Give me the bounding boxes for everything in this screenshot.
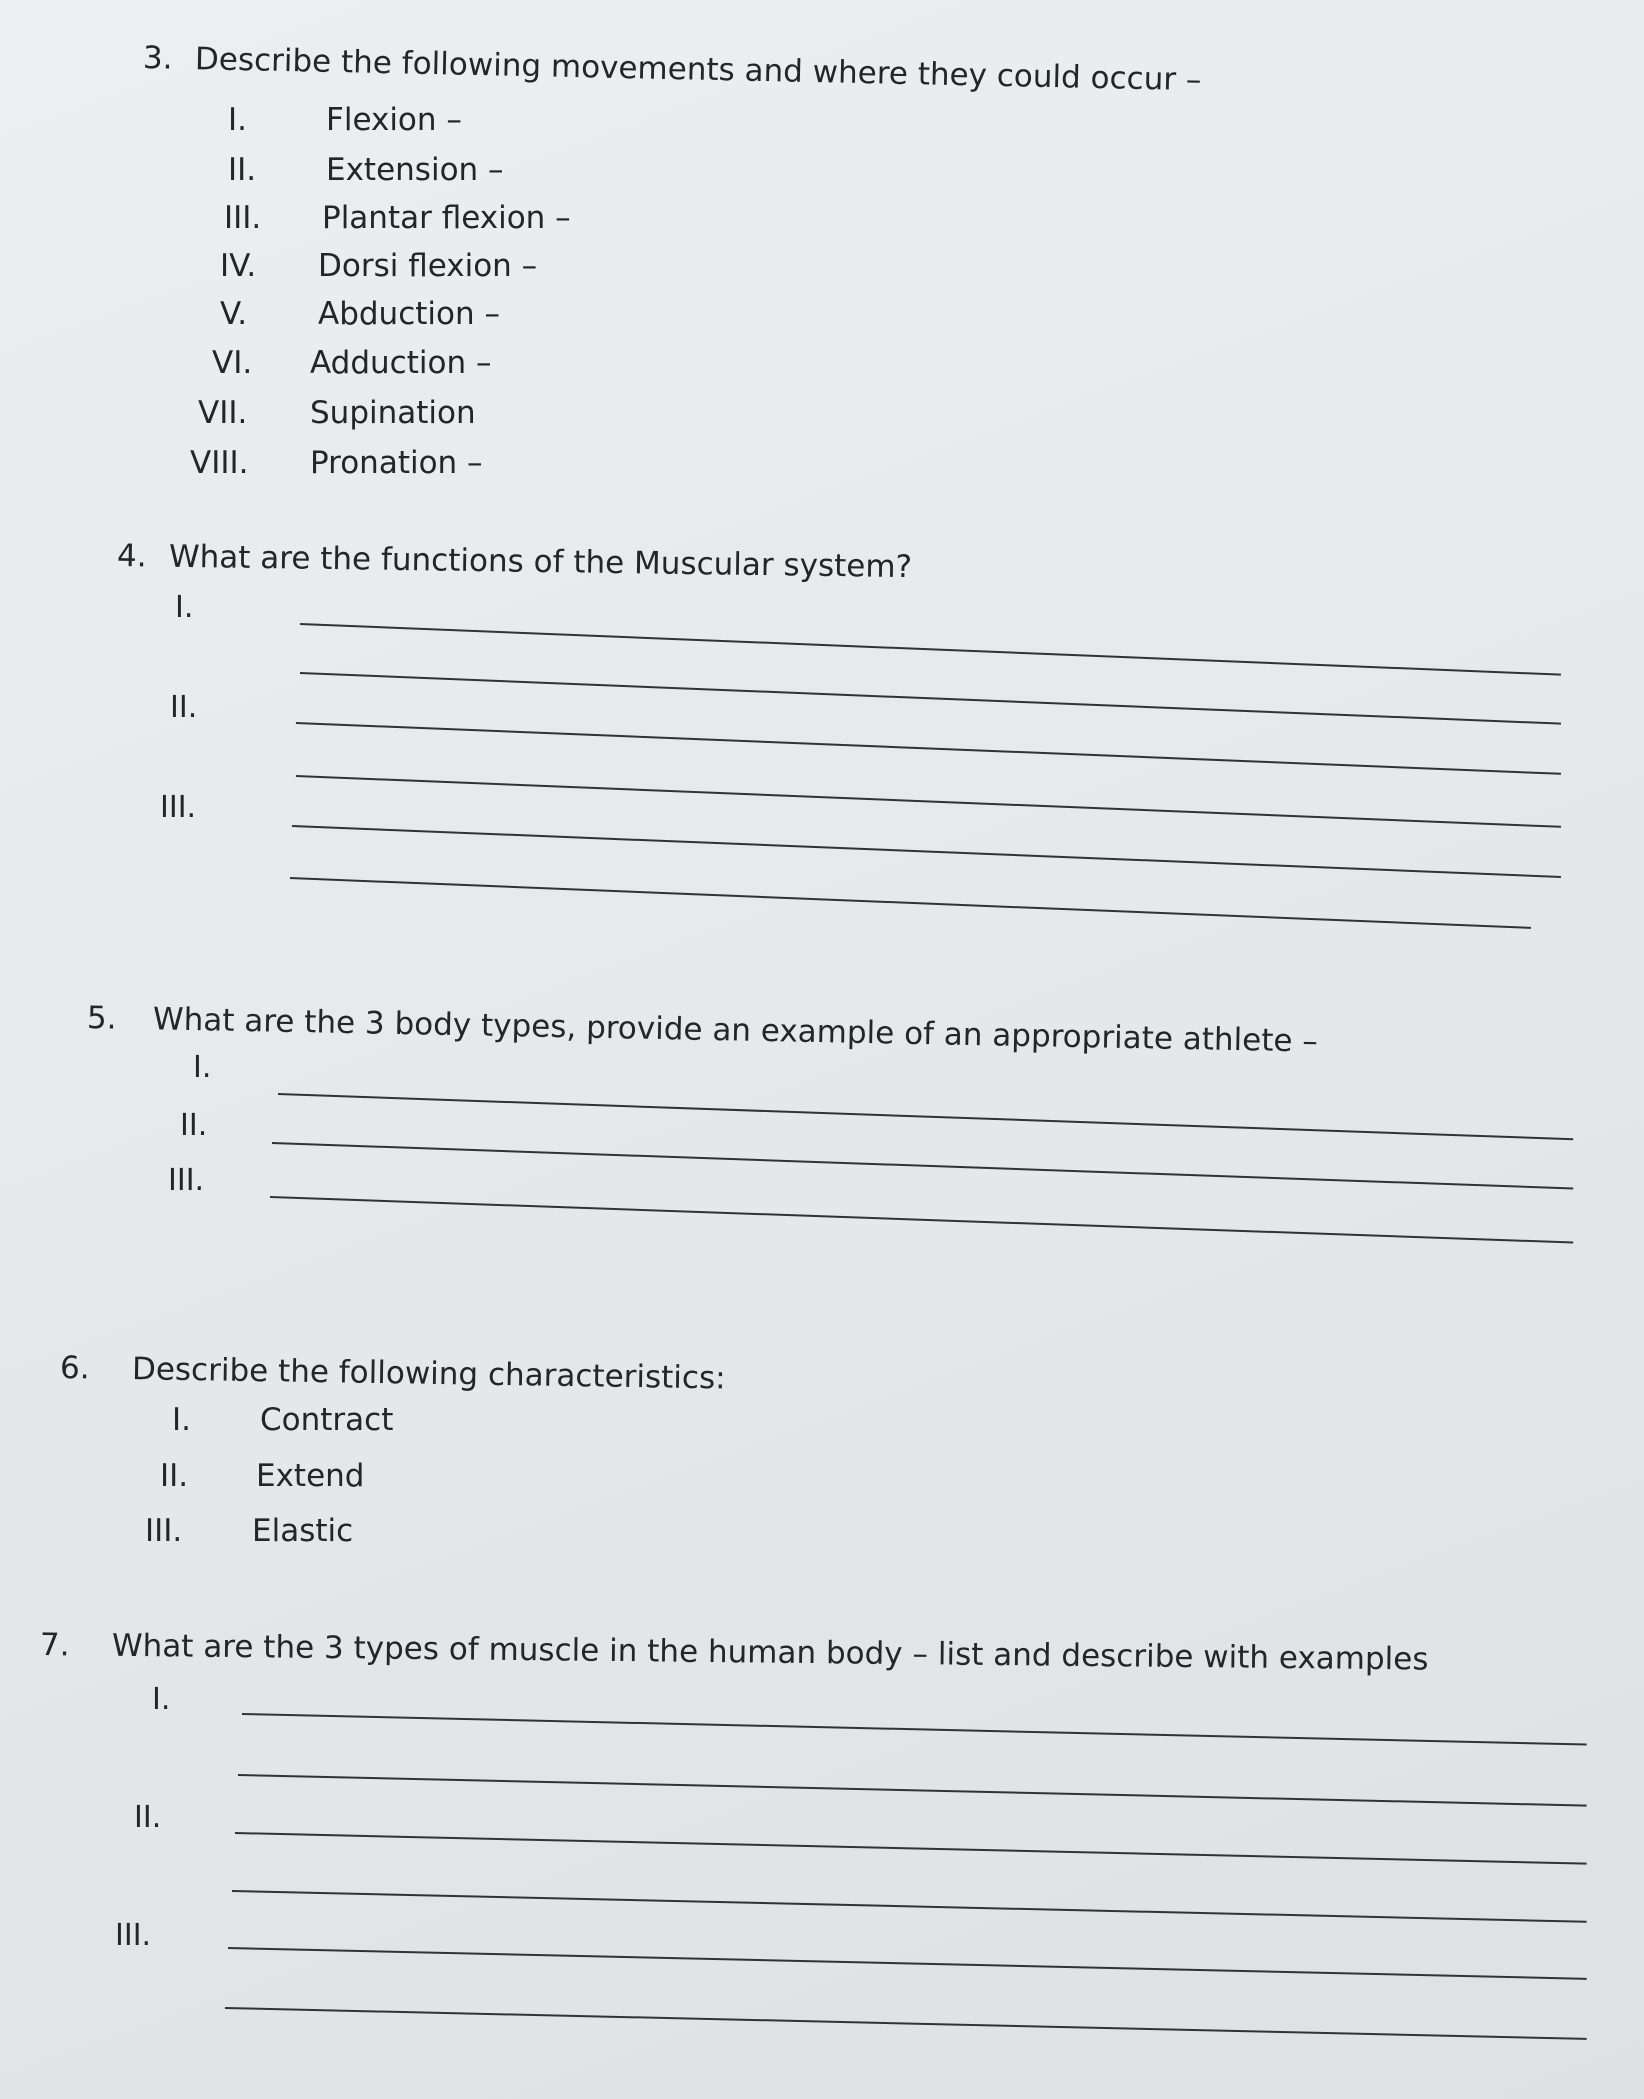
answer-line: [232, 1890, 1587, 1923]
roman-numeral: I.: [172, 1402, 191, 1438]
answer-label-1: I.: [193, 1050, 212, 1085]
item-text: Extension –: [326, 152, 504, 188]
movement-item-pronation: [190, 445, 483, 481]
answer-line: [296, 775, 1561, 828]
item-text: Pronation –: [310, 445, 483, 481]
item-text: Plantar flexion –: [322, 200, 571, 236]
answer-label-1: I.: [152, 1682, 171, 1717]
answer-label-3: III.: [115, 1918, 152, 1953]
roman-numeral: II.: [160, 1458, 189, 1494]
answer-line: [270, 1196, 1573, 1244]
answer-line: [300, 623, 1561, 676]
question-number: 6.: [59, 1350, 90, 1387]
question-number: 3.: [142, 40, 173, 77]
question-text: What are the 3 body types, provide an example of an appropriate athlete –: [152, 1001, 1319, 1060]
characteristic-item-contract: [172, 1402, 393, 1438]
question-4: [117, 538, 913, 585]
question-5: [87, 1000, 1319, 1060]
roman-numeral: V.: [220, 296, 248, 332]
answer-line: [235, 1832, 1587, 1865]
item-text: Supination: [310, 395, 476, 431]
roman-numeral: I.: [228, 102, 247, 138]
item-text: Flexion –: [326, 102, 462, 138]
answer-line: [225, 2007, 1587, 2040]
movement-item-supination: [198, 395, 476, 431]
answer-line: [300, 672, 1561, 725]
answer-label-3: III.: [160, 790, 197, 825]
answer-label-2: II.: [170, 690, 198, 725]
answer-line: [278, 1093, 1573, 1140]
answer-label-2: II.: [134, 1800, 162, 1835]
movement-item-abduction: [220, 296, 500, 332]
answer-label-1: I.: [175, 590, 194, 625]
question-7: [40, 1627, 1429, 1678]
item-text: Elastic: [252, 1513, 354, 1549]
question-number: 7.: [39, 1627, 70, 1664]
movement-item-dorsi-flexion: [220, 248, 537, 284]
characteristic-item-extend: [160, 1458, 365, 1494]
answer-line: [290, 877, 1531, 929]
answer-line: [238, 1774, 1587, 1807]
question-text: Describe the following movements and where they could occur –: [194, 41, 1202, 99]
item-text: Dorsi flexion –: [318, 248, 538, 284]
roman-numeral: VIII.: [190, 445, 249, 481]
movement-item-adduction: [212, 345, 491, 381]
movement-item-plantar-flexion: [224, 200, 571, 236]
answer-line: [292, 825, 1561, 878]
answer-label-2: II.: [180, 1108, 208, 1143]
item-text: Abduction –: [318, 296, 500, 332]
answer-line: [228, 1947, 1587, 1980]
movement-item-flexion: [228, 102, 462, 138]
characteristic-item-elastic: [145, 1513, 353, 1549]
question-text: Describe the following characteristics:: [131, 1351, 726, 1397]
roman-numeral: VI.: [212, 345, 253, 381]
roman-numeral: IV.: [220, 248, 257, 284]
question-3: [143, 40, 1202, 98]
item-text: Adduction –: [310, 345, 492, 381]
item-text: Contract: [260, 1402, 394, 1438]
question-number: 5.: [86, 1000, 117, 1037]
question-text: What are the 3 types of muscle in the human body – list and describe with examples: [111, 1627, 1429, 1678]
question-text: What are the functions of the Muscular system?: [168, 538, 913, 586]
item-text: Extend: [256, 1458, 365, 1494]
answer-line: [272, 1142, 1573, 1189]
roman-numeral: III.: [145, 1513, 183, 1549]
answer-label-3: III.: [168, 1163, 205, 1198]
roman-numeral: III.: [224, 200, 262, 236]
answer-line: [242, 1713, 1587, 1746]
movement-item-extension: [228, 152, 504, 188]
roman-numeral: VII.: [198, 395, 248, 431]
question-number: 4.: [116, 538, 147, 575]
roman-numeral: II.: [228, 152, 257, 188]
answer-line: [296, 722, 1561, 775]
question-6: [60, 1350, 726, 1396]
